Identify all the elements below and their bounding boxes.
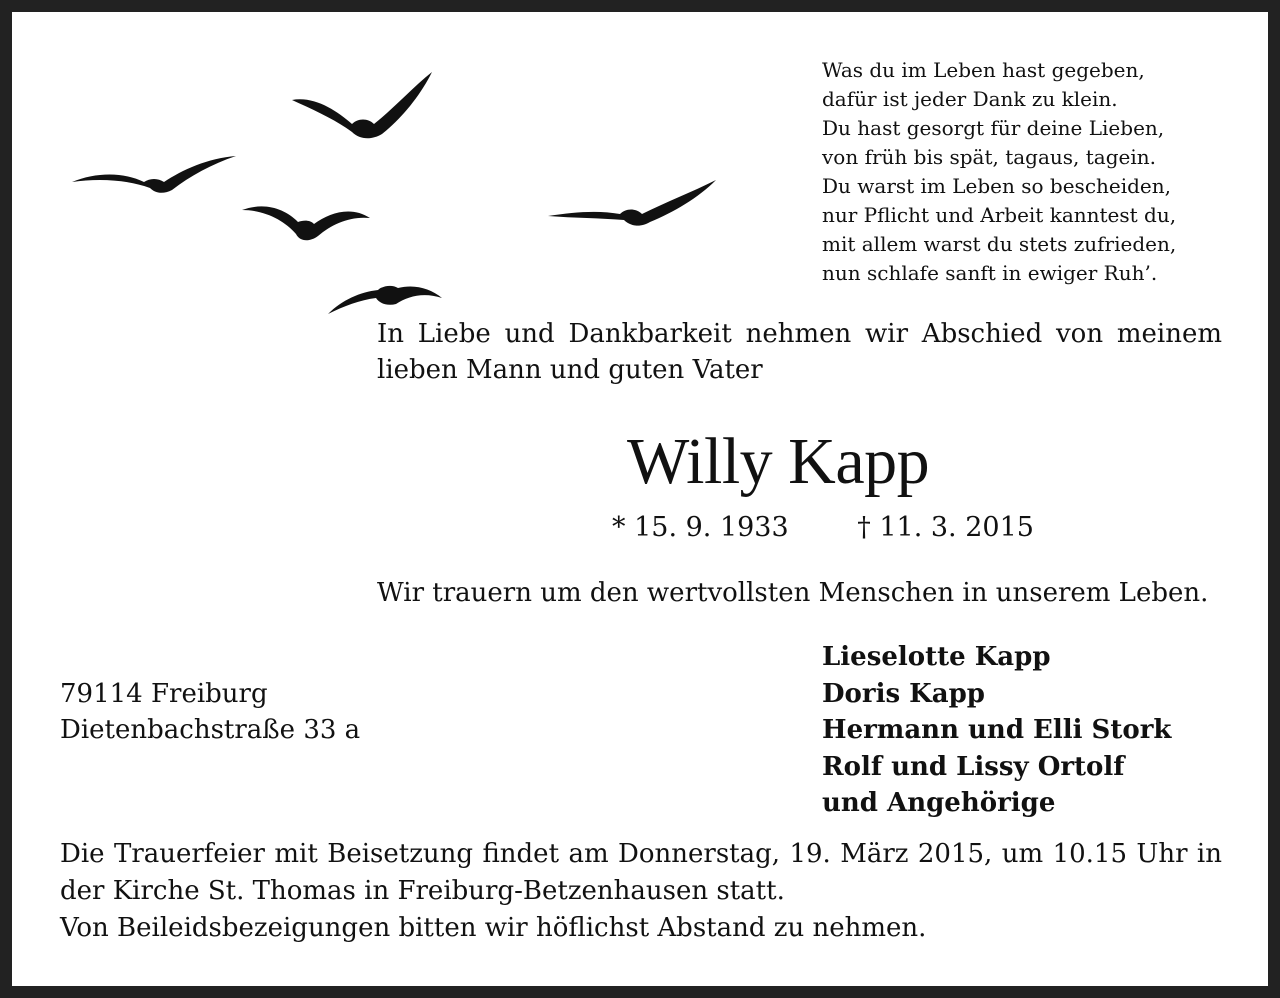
poem-line: Du warst im Leben so bescheiden, [822, 174, 1172, 198]
bird-icon [328, 286, 442, 314]
bird-icon [72, 156, 236, 193]
family-signatures [822, 639, 1171, 822]
address-block [60, 676, 360, 748]
poem-line: mit allem warst du stets zufrieden, [822, 232, 1177, 256]
deceased-name: Willy Kapp [627, 425, 930, 498]
bird-icon [548, 180, 716, 226]
poem-line: dafür ist jeder Dank zu klein. [822, 87, 1118, 111]
birth-date: * 15. 9. 1933 [612, 512, 789, 543]
flying-birds-icon [52, 52, 752, 332]
death-date: † 11. 3. 2015 [857, 512, 1034, 543]
life-dates [612, 510, 1034, 546]
address-street: Dietenbachstraße 33 a [60, 715, 361, 745]
funeral-info [60, 836, 1222, 947]
poem-line: Was du im Leben hast gegeben, [822, 58, 1145, 82]
family-member: Lieselotte Kapp [822, 642, 1051, 672]
family-member: Doris Kapp [822, 678, 985, 709]
family-member: Rolf und Lissy Ortolf [822, 751, 1125, 782]
poem [822, 56, 1176, 288]
poem-line: Du hast gesorgt für deine Lieben, [822, 116, 1165, 140]
bird-icon [242, 206, 370, 240]
funeral-service-text: Die Trauerfeier mit Beisetzung findet am Donnerstag, 19. März 2015, um 10.15 Uhr in der Kirche St. Thomas in Freiburg-Betzenhausen statt. [60, 839, 1222, 906]
poem-line: nur Pflicht und Arbeit kanntest du, [822, 203, 1177, 227]
obituary-notice [12, 12, 1268, 986]
bird-icon [292, 72, 432, 138]
address-city: 79114 Freiburg [60, 679, 268, 709]
family-member: Hermann und Elli Stork [822, 715, 1172, 745]
condolence-note: Von Beileidsbezeigungen bitten wir höflichst Abstand zu nehmen. [60, 913, 927, 943]
family-member: und Angehörige [822, 788, 1056, 818]
intro-text: In Liebe und Dankbarkeit nehmen wir Abschied von meinem lieben Mann und guten Vater [377, 319, 1222, 385]
poem-line: von früh bis spät, tagaus, tagein. [822, 145, 1157, 169]
mourning-line: Wir trauern um den wertvollsten Menschen in unserem Leben. [377, 578, 1209, 608]
poem-line: nun schlafe sanft in ewiger Ruh’. [822, 261, 1158, 285]
